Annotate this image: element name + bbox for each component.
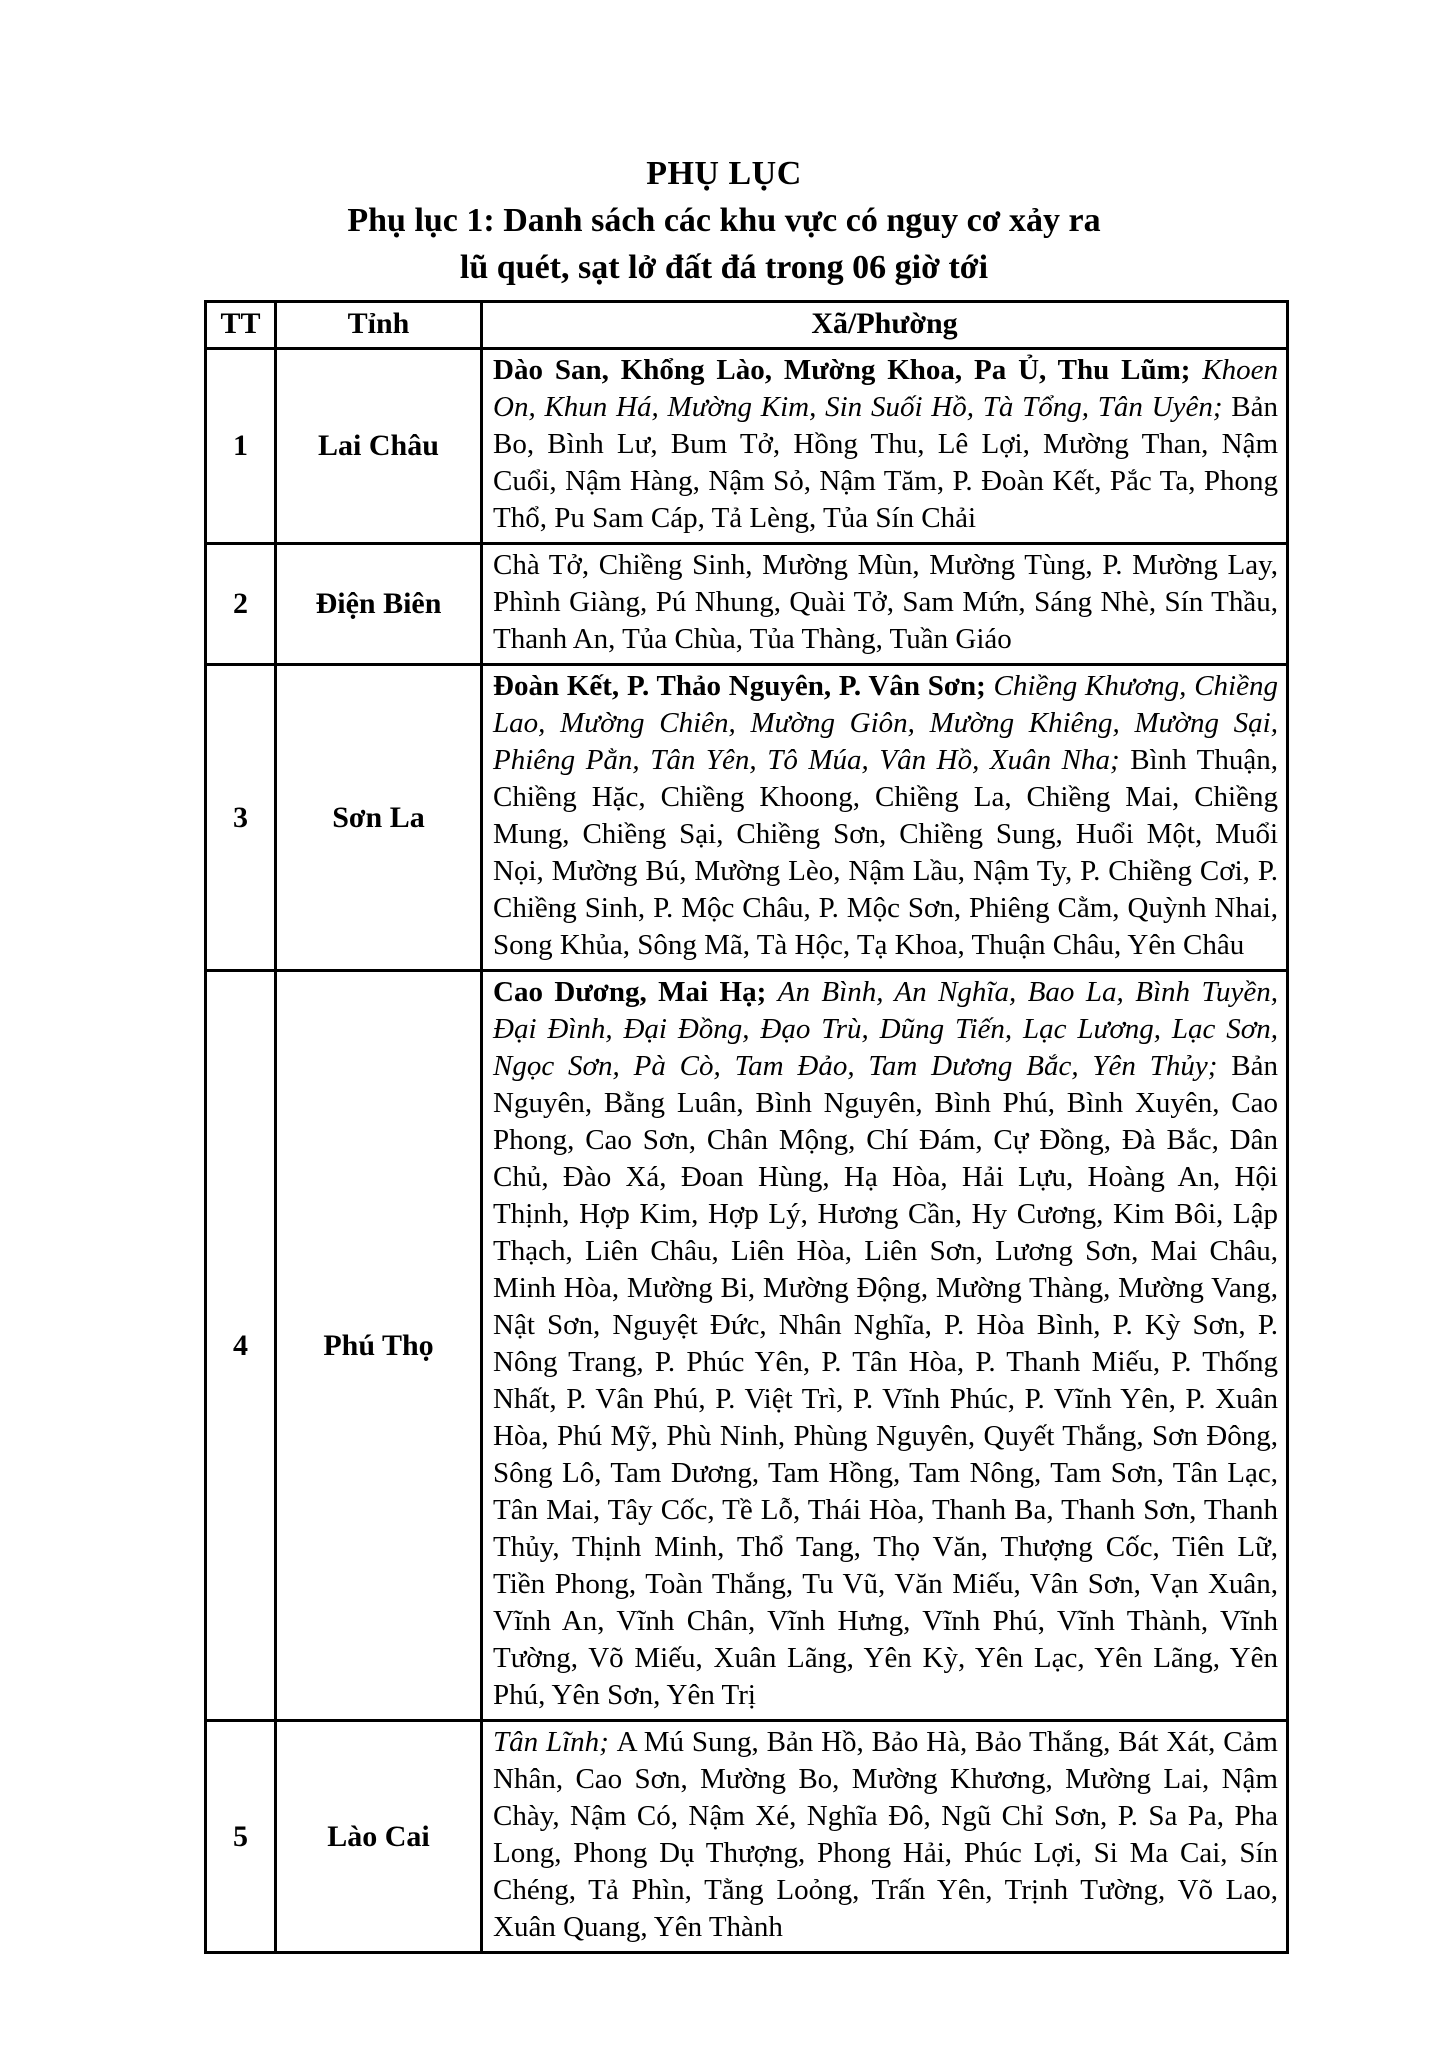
row-number: 4 (206, 971, 276, 1721)
communes-list (482, 971, 1288, 1721)
header-province: Tỉnh (276, 302, 482, 349)
table-row (206, 349, 1288, 544)
communes-normal-segment: Bản Bo, Bình Lư, Bum Tở, Hồng Thu, Lê Lợi, Mường Than, Nậm Cuổi, Nậm Hàng, Nậm Sỏ, Nậm Tăm, P. Đoàn Kết, Pắc Ta, Phong Thổ, Pu Sam Cáp, Tả Lèng, Tủa Sín Chải (493, 391, 1278, 534)
table-row (206, 971, 1288, 1721)
communes-normal-segment: Bản Nguyên, Bằng Luân, Bình Nguyên, Bình Phú, Bình Xuyên, Cao Phong, Cao Sơn, Chân Mộng, Chí Đám, Cự Đồng, Đà Bắc, Dân Chủ, Đào Xá, Đoan Hùng, Hạ Hòa, Hải Lựu, Hoàng An, Hội Thịnh, Hợp Kim, Hợp Lý, Hương Cần, Hy Cương, Kim Bôi, Lập Thạch, Liên Châu, Liên Hòa, Liên Sơn, Lương Sơn, Mai Châu, Minh Hòa, Mường Bi, Mường Động, Mường Thàng, Mường Vang, Nật Sơn, Nguyệt Đức, Nhân Nghĩa, P. Hòa Bình, P. Kỳ Sơn, P. Nông Trang, P. Phúc Yên, P. Tân Hòa, P. Thanh Miếu, P. Thống Nhất, P. Vân Phú, P. Việt Trì, P. Vĩnh Phúc, P. Vĩnh Yên, P. Xuân Hòa, Phú Mỹ, Phù Ninh, Phùng Nguyên, Quyết Thắng, Sơn Đông, Sông Lô, Tam Dương, Tam Hồng, Tam Nông, Tam Sơn, Tân Lạc, Tân Mai, Tây Cốc, Tề Lỗ, Thái Hòa, Thanh Ba, Thanh Sơn, Thanh Thủy, Thịnh Minh, Thổ Tang, Thọ Văn, Thượng Cốc, Tiên Lữ, Tiền Phong, Toàn Thắng, Tu Vũ, Văn Miếu, Vân Sơn, Vạn Xuân, Vĩnh An, Vĩnh Chân, Vĩnh Hưng, Vĩnh Phú, Vĩnh Thành, Vĩnh Tường, Võ Miếu, Xuân Lãng, Yên Kỳ, Yên Lạc, Yên Lãng, Yên Phú, Yên Sơn, Yên Trị (493, 1050, 1278, 1711)
communes-normal-segment: A Mú Sung, Bản Hồ, Bảo Hà, Bảo Thắng, Bát Xát, Cảm Nhân, Cao Sơn, Mường Bo, Mường Khương, Mường Lai, Nậm Chày, Nậm Có, Nậm Xé, Nghĩa Đô, Ngũ Chỉ Sơn, P. Sa Pa, Pha Long, Phong Dụ Thượng, Phong Hải, Phúc Lợi, Si Ma Cai, Sín Chéng, Tả Phìn, Tằng Loỏng, Trấn Yên, Trịnh Tường, Võ Lao, Xuân Quang, Yên Thành (493, 1726, 1278, 1943)
communes-italic-segment: Khoen On, Khun Há, Mường Kim, Sin Suối Hồ, Tà Tổng, Tân Uyên; (493, 354, 1278, 423)
row-number: 5 (206, 1721, 276, 1953)
page-title: PHỤ LỤC (646, 155, 802, 192)
row-number: 2 (206, 544, 276, 665)
page-subtitle-line1: Phụ lục 1: Danh sách các khu vực có nguy cơ xảy ra (347, 202, 1101, 239)
header-commune-ward: Xã/Phường (482, 302, 1288, 349)
communes-italic-segment: Tân Lĩnh; (493, 1726, 617, 1758)
table-row (206, 544, 1288, 665)
province-name: Sơn La (276, 665, 482, 971)
communes-normal-segment: Chà Tở, Chiềng Sinh, Mường Mùn, Mường Tùng, P. Mường Lay, Phình Giàng, Pú Nhung, Quài Tở, Sam Mứn, Sáng Nhè, Sín Thầu, Thanh An, Tủa Chùa, Tủa Thàng, Tuần Giáo (493, 549, 1278, 655)
communes-list (482, 1721, 1288, 1953)
communes-list (482, 665, 1288, 971)
province-name: Lào Cai (276, 1721, 482, 1953)
communes-normal-segment: Bình Thuận, Chiềng Hặc, Chiềng Khoong, Chiềng La, Chiềng Mai, Chiềng Mung, Chiềng Sại, Chiềng Sơn, Chiềng Sung, Huổi Một, Muổi Nọi, Mường Bú, Mường Lèo, Nậm Lầu, Nậm Ty, P. Chiềng Cơi, P. Chiềng Sinh, P. Mộc Châu, P. Mộc Sơn, Phiêng Cằm, Quỳnh Nhai, Song Khủa, Sông Mã, Tà Hộc, Tạ Khoa, Thuận Châu, Yên Châu (493, 744, 1278, 961)
row-number: 1 (206, 349, 276, 544)
row-number: 3 (206, 665, 276, 971)
communes-bold-segment: Dào San, Khổng Lào, Mường Khoa, Pa Ủ, Thu Lũm; (493, 354, 1203, 386)
title-block (0, 0, 1448, 291)
table-row (206, 1721, 1288, 1953)
communes-list (482, 544, 1288, 665)
header-tt: TT (206, 302, 276, 349)
risk-areas-table (204, 300, 1289, 1954)
page-subtitle-line2: lũ quét, sạt lở đất đá trong 06 giờ tới (459, 249, 989, 286)
communes-italic-segment: An Bình, An Nghĩa, Bao La, Bình Tuyền, Đại Đình, Đại Đồng, Đạo Trù, Dũng Tiến, Lạc Lương, Lạc Sơn, Ngọc Sơn, Pà Cò, Tam Đảo, Tam Dương Bắc, Yên Thủy; (493, 976, 1278, 1082)
communes-list (482, 349, 1288, 544)
communes-italic-segment: Chiềng Khương, Chiềng Lao, Mường Chiên, Mường Giôn, Mường Khiêng, Mường Sại, Phiêng Pằn, Tân Yên, Tô Múa, Vân Hồ, Xuân Nha; (493, 670, 1278, 776)
table-row (206, 665, 1288, 971)
communes-bold-segment: Cao Dương, Mai Hạ; (493, 976, 778, 1008)
province-name: Điện Biên (276, 544, 482, 665)
communes-bold-segment: Đoàn Kết, P. Thảo Nguyên, P. Vân Sơn; (493, 670, 994, 702)
province-name: Lai Châu (276, 349, 482, 544)
table-header-row (206, 302, 1288, 349)
province-name: Phú Thọ (276, 971, 482, 1721)
